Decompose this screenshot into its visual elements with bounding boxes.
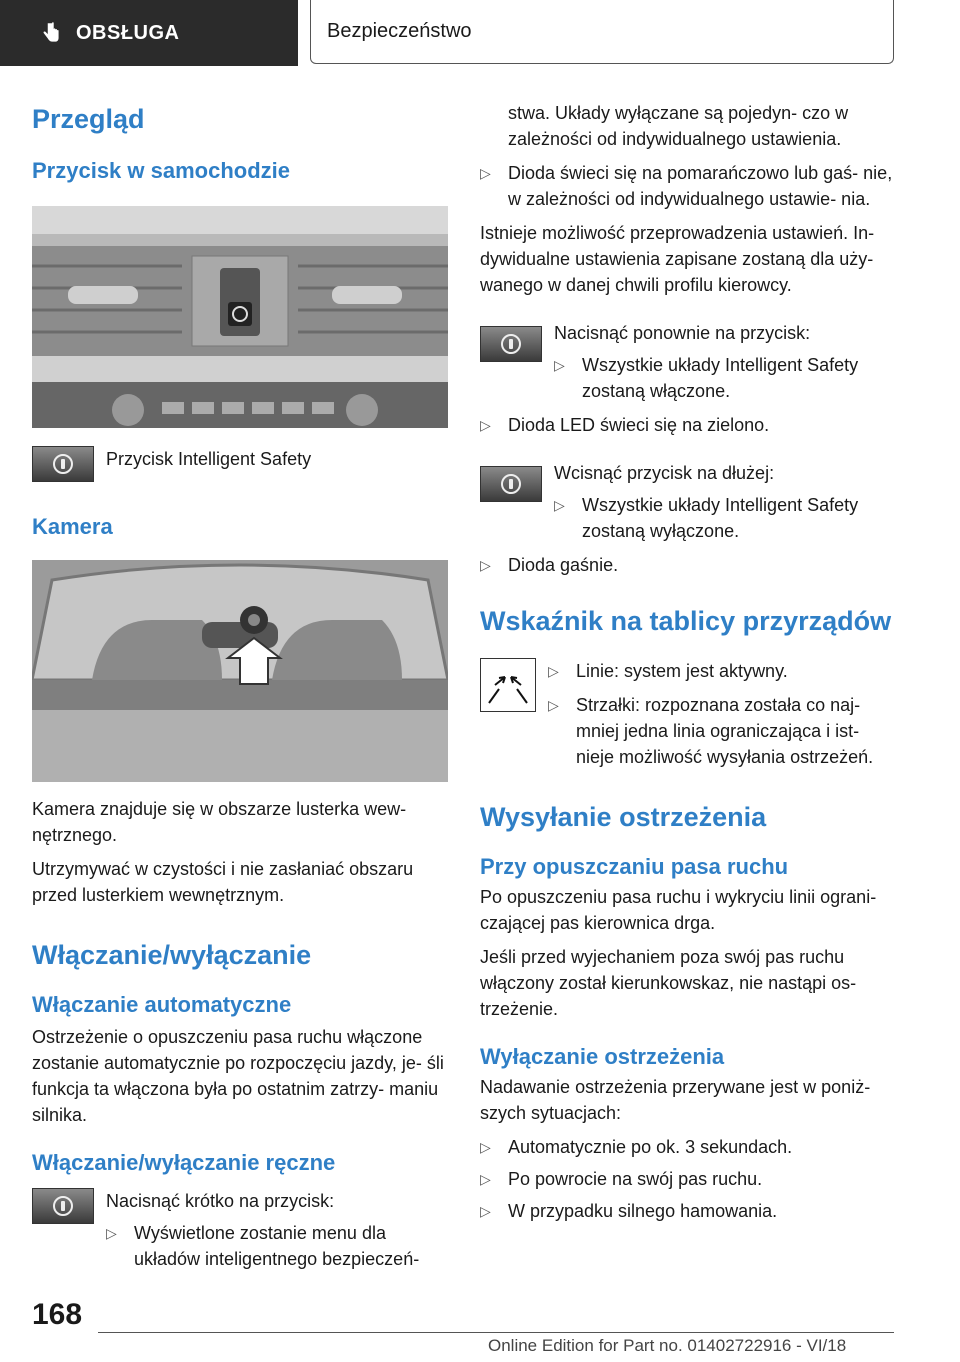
heading-disable-warning: Wyłączanie ostrzeżenia bbox=[480, 1044, 725, 1069]
camera-text-1: Kamera znajduje się w obszarze lusterka wew‐ nętrznego. bbox=[32, 799, 407, 845]
list-item bbox=[548, 658, 894, 684]
list-item bbox=[548, 692, 894, 770]
dashboard-button-photo bbox=[32, 206, 448, 428]
triangle-bullet-icon: ▷ bbox=[106, 1225, 117, 1241]
press-long-text: Wcisnąć przycisk na dłużej: bbox=[554, 463, 775, 483]
intelligent-safety-button-icon bbox=[32, 446, 94, 482]
list-item bbox=[106, 1220, 448, 1272]
camera-text-2: Utrzymywać w czystości i nie zasłaniać obszaru przed lusterkiem wewnętrznym. bbox=[32, 859, 414, 905]
heading-button-in-car: Przycisk w samochodzie bbox=[32, 158, 290, 183]
button-caption: Przycisk Intelligent Safety bbox=[106, 449, 312, 469]
led-off-text: Dioda gaśnie. bbox=[508, 555, 619, 575]
hard-braking-text: W przypadku silnego hamowania. bbox=[508, 1201, 778, 1221]
orange-led-text: Dioda świeci się na pomarańczowo lub gaś‐ nie, w zależności od indywidualnego ustawie‐ nia. bbox=[508, 163, 893, 209]
list-item bbox=[480, 1198, 894, 1224]
button-caption-row bbox=[32, 446, 448, 482]
automatic-on-text: Ostrzeżenie o opuszczeniu pasa ruchu włączone zostanie automatycznie po rozpoczęciu jazdy, je‐ śli funkcja ta włączona była po ostatnim zatrzy‐ maniu silnika. bbox=[32, 1027, 444, 1125]
manual-press-text: Nacisnąć krótko na przycisk: bbox=[106, 1191, 335, 1211]
after-3s-text: Automatycznie po ok. 3 sekundach. bbox=[508, 1137, 793, 1157]
triangle-bullet-icon: ▷ bbox=[480, 1203, 491, 1219]
triangle-bullet-icon: ▷ bbox=[554, 497, 565, 513]
manual-menu-text: Wyświetlone zostanie menu dla układów inteligentnego bezpieczeń‐ bbox=[134, 1223, 420, 1269]
all-on-text: Wszystkie układy Intelligent Safety zostaną włączone. bbox=[582, 355, 859, 401]
triangle-bullet-icon: ▷ bbox=[480, 417, 491, 433]
left-column bbox=[32, 96, 448, 1272]
page-number: 168 bbox=[32, 1298, 83, 1331]
triangle-bullet-icon: ▷ bbox=[480, 1139, 491, 1155]
right-column bbox=[480, 100, 894, 1224]
chapter-label: OBSŁUGA bbox=[76, 21, 180, 44]
heading-indicator: Wskaźnik na tablicy przyrządów bbox=[480, 606, 892, 636]
triangle-bullet-icon: ▷ bbox=[548, 663, 559, 679]
windshield-camera-photo bbox=[32, 560, 448, 782]
page-header bbox=[0, 0, 960, 68]
triangle-bullet-icon: ▷ bbox=[548, 697, 559, 713]
heading-overview: Przegląd bbox=[32, 104, 145, 134]
settings-text: Istnieje możliwość przeprowadzenia ustawień. In‐ dywidualne ustawienia zapisane zostaną dla uży‐ wanego w danej chwili profilu kierowcy. bbox=[480, 223, 875, 295]
triangle-bullet-icon: ▷ bbox=[480, 1171, 491, 1187]
intelligent-safety-button-icon bbox=[480, 466, 542, 502]
triangle-bullet-icon: ▷ bbox=[480, 165, 491, 181]
green-led-text: Dioda LED świeci się na zielono. bbox=[508, 415, 770, 435]
list-item bbox=[554, 492, 894, 544]
press-again-row bbox=[480, 320, 894, 404]
section-box bbox=[310, 0, 894, 64]
arrows-text: Strzałki: rozpoznana została co naj‐ mniej jedna linia ograniczająca i ist‐ nieje możliwość wysyłania ostrzeżeń. bbox=[576, 695, 874, 767]
footer-divider bbox=[98, 1332, 894, 1333]
leaving-lane-text-2: Jeśli przed wyjechaniem poza swój pas ruchu włączony został kierunkowskaz, nie nastąpi os‐ trzeżenie. bbox=[480, 947, 857, 1019]
heading-automatic-on: Włączanie automatyczne bbox=[32, 992, 292, 1017]
disable-warning-text: Nadawanie ostrzeżenia przerywane jest w poniż‐ szych sytuacjach: bbox=[480, 1077, 871, 1123]
leaving-lane-text-1: Po opuszczeniu pasa ruchu i wykryciu linii ograni‐ czającej pas kierownica drga. bbox=[480, 887, 877, 933]
heading-warning: Wysyłanie ostrzeżenia bbox=[480, 802, 767, 832]
lane-lines-icon bbox=[480, 658, 536, 712]
heading-manual-on-off: Włączanie/wyłączanie ręczne bbox=[32, 1150, 336, 1175]
all-off-text: Wszystkie układy Intelligent Safety zostaną wyłączone. bbox=[582, 495, 859, 541]
chapter-tab bbox=[0, 0, 298, 66]
indicator-row bbox=[480, 658, 894, 770]
intelligent-safety-button-icon bbox=[32, 1188, 94, 1224]
list-item bbox=[480, 412, 894, 438]
continued-text: stwa. Układy wyłączane są pojedyn‐ czo w zależności od indywidualnego ustawienia. bbox=[508, 103, 849, 149]
list-item bbox=[480, 1134, 894, 1160]
press-long-row bbox=[480, 460, 894, 544]
heading-leaving-lane: Przy opuszczaniu pasa ruchu bbox=[480, 854, 789, 879]
return-lane-text: Po powrocie na swój pas ruchu. bbox=[508, 1169, 763, 1189]
list-item bbox=[480, 1166, 894, 1192]
heading-on-off: Włączanie/wyłączanie bbox=[32, 940, 312, 970]
list-item bbox=[480, 160, 894, 212]
heading-camera: Kamera bbox=[32, 514, 113, 539]
press-again-text: Nacisnąć ponownie na przycisk: bbox=[554, 323, 811, 343]
list-item bbox=[554, 352, 894, 404]
triangle-bullet-icon: ▷ bbox=[480, 557, 491, 573]
section-label: Bezpieczeństwo bbox=[327, 20, 472, 42]
intelligent-safety-button-icon bbox=[480, 326, 542, 362]
edition-text: Online Edition for Part no. 01402722916 - VI/18 bbox=[488, 1336, 847, 1355]
hand-pointer-icon bbox=[38, 20, 64, 46]
triangle-bullet-icon: ▷ bbox=[554, 357, 565, 373]
list-item bbox=[480, 552, 894, 578]
lines-active-text: Linie: system jest aktywny. bbox=[576, 661, 788, 681]
manual-press-row bbox=[32, 1188, 448, 1272]
